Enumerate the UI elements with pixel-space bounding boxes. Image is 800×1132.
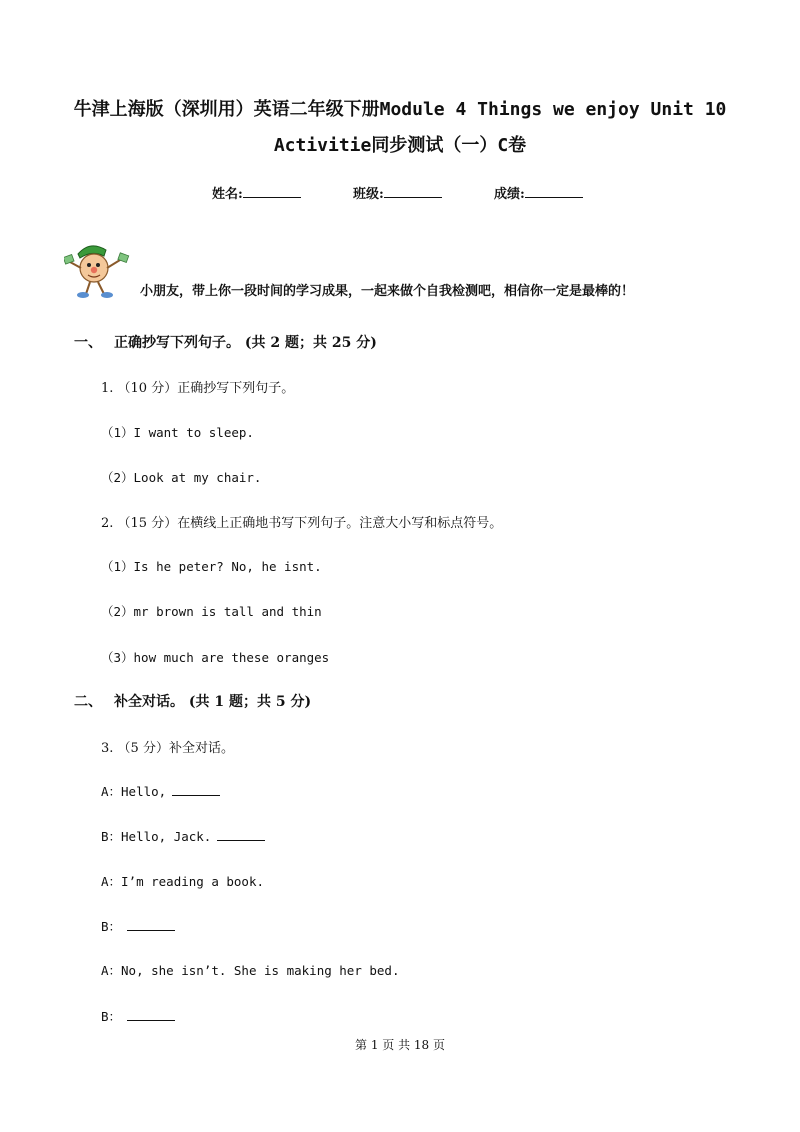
score-field[interactable]: [494, 183, 583, 202]
section-title: 补全对话。 (共 1 题；共 5 分): [114, 694, 312, 710]
answer-blank[interactable]: [172, 784, 220, 796]
section-number: 二、: [74, 694, 102, 710]
dialogue-text: A：I’m reading a book.: [101, 874, 265, 889]
question-stem: 1. （10 分）正确抄写下列句子。: [101, 381, 295, 396]
page-footer: 第 1 页 共 18 页: [355, 1038, 445, 1052]
question-item: （2）Look at my chair.: [101, 470, 262, 485]
score-label: 成绩:: [494, 187, 525, 202]
question-item: （3）how much are these oranges: [101, 650, 330, 665]
dialogue-line: [101, 827, 265, 845]
section-number: 一、: [74, 335, 102, 351]
dialogue-text: B：Hello, Jack.: [101, 829, 212, 844]
class-field[interactable]: [353, 183, 442, 202]
name-blank[interactable]: [243, 185, 301, 198]
document-title-line-2: Activitie同步测试（一）C卷: [273, 135, 527, 156]
mascot-icon: [64, 240, 134, 300]
score-blank[interactable]: [525, 185, 583, 198]
dialogue-line: [101, 782, 220, 800]
question-item: （1）Is he peter? No, he isnt.: [101, 559, 322, 574]
dialogue-line: [101, 961, 399, 979]
dialogue-text: B：: [101, 919, 122, 934]
name-label: 姓名:: [212, 187, 243, 202]
answer-blank[interactable]: [127, 1009, 175, 1021]
section-heading-2: [74, 691, 311, 711]
dialogue-text: A：No, she isn’t. She is making her bed.: [101, 963, 400, 978]
section-heading-1: [74, 332, 377, 352]
dialogue-text: A：Hello,: [101, 784, 167, 799]
section-title: 正确抄写下列句子。 (共 2 题；共 25 分): [114, 335, 377, 351]
question-stem: 3. （5 分）补全对话。: [101, 741, 234, 756]
greeting-text: 小朋友，带上你一段时间的学习成果，一起来做个自我检测吧，相信你一定是最棒的！: [140, 284, 635, 299]
dialogue-line: [101, 872, 264, 890]
dialogue-text: B：: [101, 1009, 122, 1024]
dialogue-line: [101, 917, 175, 935]
class-blank[interactable]: [384, 185, 442, 198]
name-field[interactable]: [212, 183, 301, 202]
answer-blank[interactable]: [217, 829, 265, 841]
document-title-line-1: 牛津上海版（深圳用）英语二年级下册Module 4 Things we enjoy Unit 10: [73, 99, 727, 120]
answer-blank[interactable]: [127, 919, 175, 931]
question-item: （1）I want to sleep.: [101, 425, 254, 440]
dialogue-line: [101, 1007, 175, 1025]
question-item: （2）mr brown is tall and thin: [101, 604, 322, 619]
class-label: 班级:: [353, 187, 384, 202]
question-stem: 2. （15 分）在横线上正确地书写下列句子。注意大小写和标点符号。: [101, 516, 503, 531]
